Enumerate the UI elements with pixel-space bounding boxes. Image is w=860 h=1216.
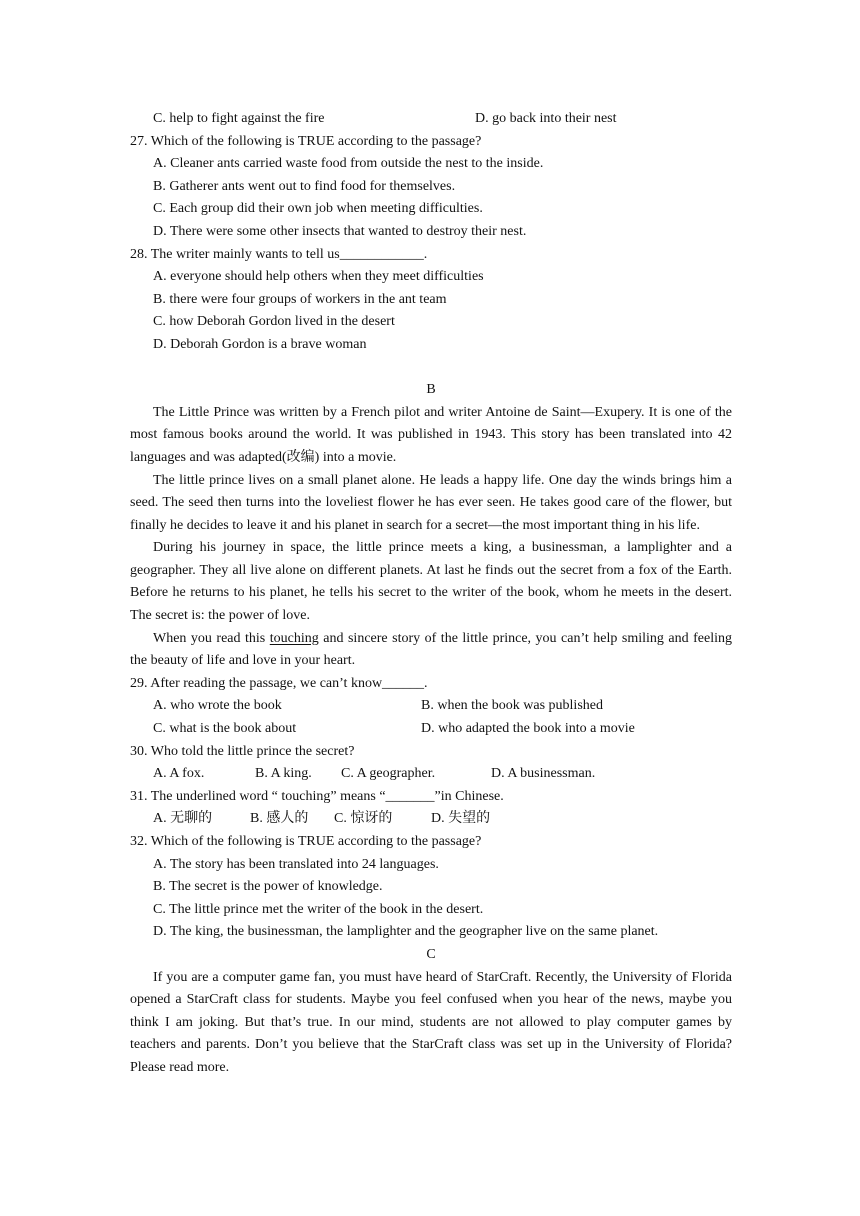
q27-option-b: B. Gatherer ants went out to find food for themselves. — [153, 178, 456, 194]
q28-stem: 28. The writer mainly wants to tell us____________. — [130, 246, 428, 262]
q29-options-ab — [130, 695, 732, 718]
q29-stem: 29. After reading the passage, we can’t know______. — [130, 675, 428, 691]
q27-option-c: C. Each group did their own job when meeting difficulties. — [153, 201, 483, 217]
q30-stem: 30. Who told the little prince the secret? — [130, 743, 355, 759]
q30-option-b: B. A king. — [255, 766, 312, 782]
q30-options — [130, 763, 732, 786]
section-c-heading: C — [426, 946, 436, 962]
page-content — [130, 108, 732, 1080]
q29-option-c: C. what is the book about — [153, 721, 297, 737]
section-b-paragraph-4 — [130, 628, 732, 673]
underlined-word: touching — [269, 630, 319, 646]
q27-stem: 27. Which of the following is TRUE according to the passage? — [130, 133, 482, 149]
q31-option-d: D. 失望的 — [431, 811, 491, 827]
paragraph-4-start: When you read this — [153, 630, 270, 646]
q26-option-d: D. go back into their nest — [475, 111, 617, 126]
q29-option-a: A. who wrote the book — [153, 698, 282, 714]
q29-options-cd — [130, 718, 732, 741]
q32-stem: 32. Which of the following is TRUE according to the passage? — [130, 834, 482, 849]
paragraph-4-end: and sincere story of the little prince, you can’t help smiling and feeling the beauty of life and love in your heart. — [130, 630, 732, 669]
q31-stem: 31. The underlined word “ touching” means “_______”in Chinese. — [130, 788, 504, 804]
q30-option-d: D. A businessman. — [491, 766, 596, 782]
q30-option-a: A. A fox. — [153, 766, 205, 782]
q27-option-d: D. There were some other insects that wanted to destroy their nest. — [153, 223, 527, 239]
q28-option-b: B. there were four groups of workers in the ant team — [153, 291, 447, 307]
q28-option-d: D. Deborah Gordon is a brave woman — [153, 336, 367, 352]
q26-option-c: C. help to fight against the fire — [153, 111, 325, 126]
q32-option-d: D. The king, the businessman, the lamplighter and the geographer live on the same planet. — [153, 924, 659, 940]
q32-option-c: C. The little prince met the writer of the book in the desert. — [153, 901, 484, 917]
section-b-paragraph-2: The little prince lives on a small planet alone. He leads a happy life. One day the winds brings him a seed. The seed then turns into the loveliest flower he has ever seen. He takes good care of the flower, but finally he decides to leave it and his planet in search for a secret—the most important thing in his life. — [130, 472, 732, 533]
q31-options — [130, 808, 732, 831]
section-c-paragraph-1: If you are a computer game fan, you must have heard of StarCraft. Recently, the University of Florida opened a StarCraft class for students. Maybe you feel confused when you hear of the news, maybe you think I am joking. But that’s true. In our mind, students are not allowed to play computer games by teachers and parents. Don’t you believe that the StarCraft class was set up in the University of Florida? Please read more. — [130, 969, 732, 1075]
section-b-heading: B — [426, 382, 436, 398]
section-b-paragraph-1: The Little Prince was written by a French pilot and writer Antoine de Saint—Exupery. It is one of the most famous books around the world. It was published in 1943. This story has been translated into 42 languages and was adapted(改编) into a movie. — [130, 404, 732, 465]
q29-option-b: B. when the book was published — [421, 698, 603, 714]
q28-option-c: C. how Deborah Gordon lived in the desert — [153, 314, 395, 330]
q31-option-c: C. 惊讶的 — [334, 811, 393, 827]
spacer — [130, 357, 732, 380]
q32-option-a: A. The story has been translated into 24 languages. — [153, 856, 439, 872]
q26-options-cd — [130, 108, 732, 131]
q27-option-a: A. Cleaner ants carried waste food from outside the nest to the inside. — [153, 156, 544, 172]
q28-option-a: A. everyone should help others when they meet difficulties — [153, 269, 484, 285]
section-b-paragraph-3: During his journey in space, the little prince meets a king, a businessman, a lamplighter and a geographer. They all live alone on different planets. At last he finds out the secret from a fox of the Earth. Before he returns to his planet, he tells his secret to the writer of the book, whom he meets in the desert. The secret is: the power of love. — [130, 540, 732, 624]
q31-option-a: A. 无聊的 — [153, 811, 213, 827]
q30-option-c: C. A geographer. — [341, 766, 436, 782]
q31-option-b: B. 感人的 — [250, 811, 309, 827]
q29-option-d: D. who adapted the book into a movie — [421, 721, 635, 737]
q32-option-b: B. The secret is the power of knowledge. — [153, 879, 383, 895]
